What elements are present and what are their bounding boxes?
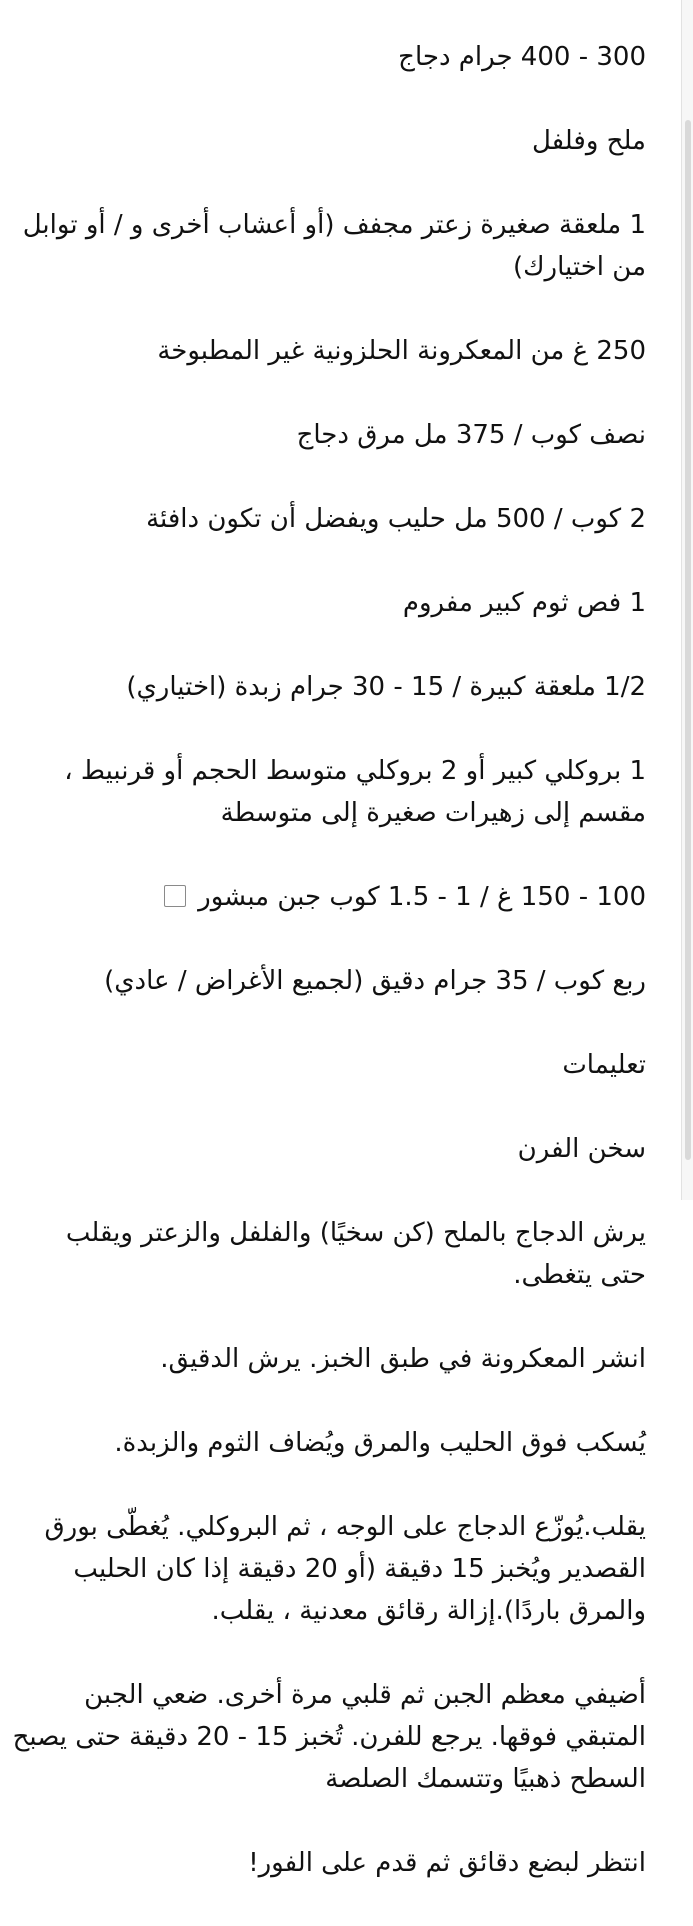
instruction-step: يقلب.يُوزّع الدجاج على الوجه ، ثم البروكلي. يُغطّى بورق القصدير ويُخبز 15 دقيقة (أو 20 دقيقة إذا كان الحليب والمرق باردًا).إزالة رقائق معدنية ، يقلب. (44, 1512, 646, 1626)
ingredient-line: 1 فص ثوم كبير مفروم (402, 588, 646, 618)
scrollbar[interactable] (681, 0, 693, 1200)
ingredient-line: ربع كوب / 35 جرام دقيق (لجميع الأغراض / عادي) (104, 966, 646, 996)
cheese-ingredient-text: 100 - 150 غ / 1 - 1.5 كوب جبن مبشور (198, 882, 646, 912)
instructions-heading: تعليمات (562, 1050, 646, 1080)
ingredient-line: 1/2 ملعقة كبيرة / 15 - 30 جرام زبدة (اختياري) (126, 672, 646, 702)
instruction-step: انتظر لبضع دقائق ثم قدم على الفور! (248, 1848, 646, 1878)
ingredient-line: نصف كوب / 375 مل مرق دجاج (296, 420, 646, 450)
cheese-ingredient-line (12, 876, 646, 918)
ingredient-line: 2 كوب / 500 مل حليب ويفضل أن تكون دافئة (146, 504, 646, 534)
instruction-step: انشر المعكرونة في طبق الخبز. يرش الدقيق. (160, 1344, 646, 1374)
instruction-step: يُسكب فوق الحليب والمرق ويُضاف الثوم والزبدة. (114, 1428, 646, 1458)
ingredient-line: 300 - 400 جرام دجاج (398, 42, 646, 72)
ingredient-line: 250 غ من المعكرونة الحلزونية غير المطبوخة (157, 336, 646, 366)
ingredient-line: 1 بروكلي كبير أو 2 بروكلي متوسط الحجم أو قرنبيط ، مقسم إلى زهيرات صغيرة إلى متوسطة (64, 756, 646, 828)
instruction-step: سخن الفرن (517, 1134, 646, 1164)
checkbox-icon[interactable] (164, 885, 186, 907)
instruction-step: أضيفي معظم الجبن ثم قلبي مرة أخرى. ضعي الجبن المتبقي فوقها. يرجع للفرن. تُخبز 15 - 20 دقيقة حتى يصبح السطح ذهبيًا وتتسمك الصلصة (12, 1680, 646, 1794)
instruction-step: يرش الدجاج بالملح (كن سخيًا) والفلفل والزعتر ويقلب حتى يتغطى. (65, 1218, 646, 1290)
ingredient-line: 1 ملعقة صغيرة زعتر مجفف (أو أعشاب أخرى و / أو توابل من اختيارك) (22, 210, 646, 282)
ingredient-line: ملح وفلفل (531, 126, 646, 156)
scrollbar-thumb[interactable] (685, 120, 691, 1160)
